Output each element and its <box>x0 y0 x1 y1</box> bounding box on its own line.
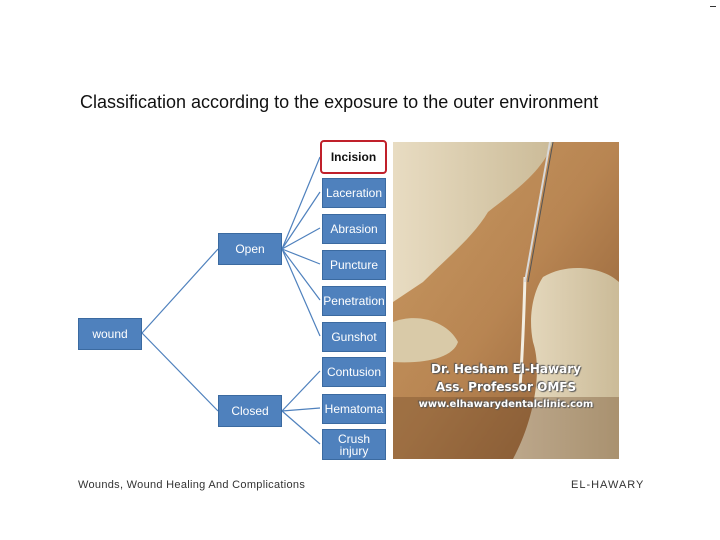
node-wound: wound <box>78 318 142 350</box>
node-open: Open <box>218 233 282 265</box>
incision-photo <box>393 142 619 459</box>
node-hematoma: Hematoma <box>322 394 386 424</box>
link-closed-contusion <box>282 371 320 411</box>
footer-author: EL-HAWARY <box>571 479 645 491</box>
node-contusion: Contusion <box>322 357 386 387</box>
link-open-laceration <box>282 192 320 249</box>
node-gunshot: Gunshot <box>322 322 386 352</box>
link-wound-closed <box>142 333 218 411</box>
node-incision: Incision <box>320 140 387 174</box>
node-laceration: Laceration <box>322 178 386 208</box>
link-closed-crush <box>282 411 320 444</box>
slide-title: Classification according to the exposure to the outer environment <box>80 92 599 112</box>
node-puncture: Puncture <box>322 250 386 280</box>
node-crush-injury: Crush injury <box>322 429 386 460</box>
node-closed: Closed <box>218 395 282 427</box>
link-open-incision <box>282 157 320 249</box>
watermark-name: Dr. Hesham El-Hawary <box>431 362 581 376</box>
watermark-title: Ass. Professor OMFS <box>435 380 577 394</box>
watermark-url: www.elhawarydentalclinic.com <box>418 399 594 410</box>
footer-course-title: Wounds, Wound Healing And Complications <box>78 479 306 491</box>
link-closed-hematoma <box>282 408 320 411</box>
link-wound-open <box>142 249 218 333</box>
node-penetration: Penetration <box>322 286 386 316</box>
link-open-abrasion <box>282 228 320 249</box>
node-abrasion: Abrasion <box>322 214 386 244</box>
